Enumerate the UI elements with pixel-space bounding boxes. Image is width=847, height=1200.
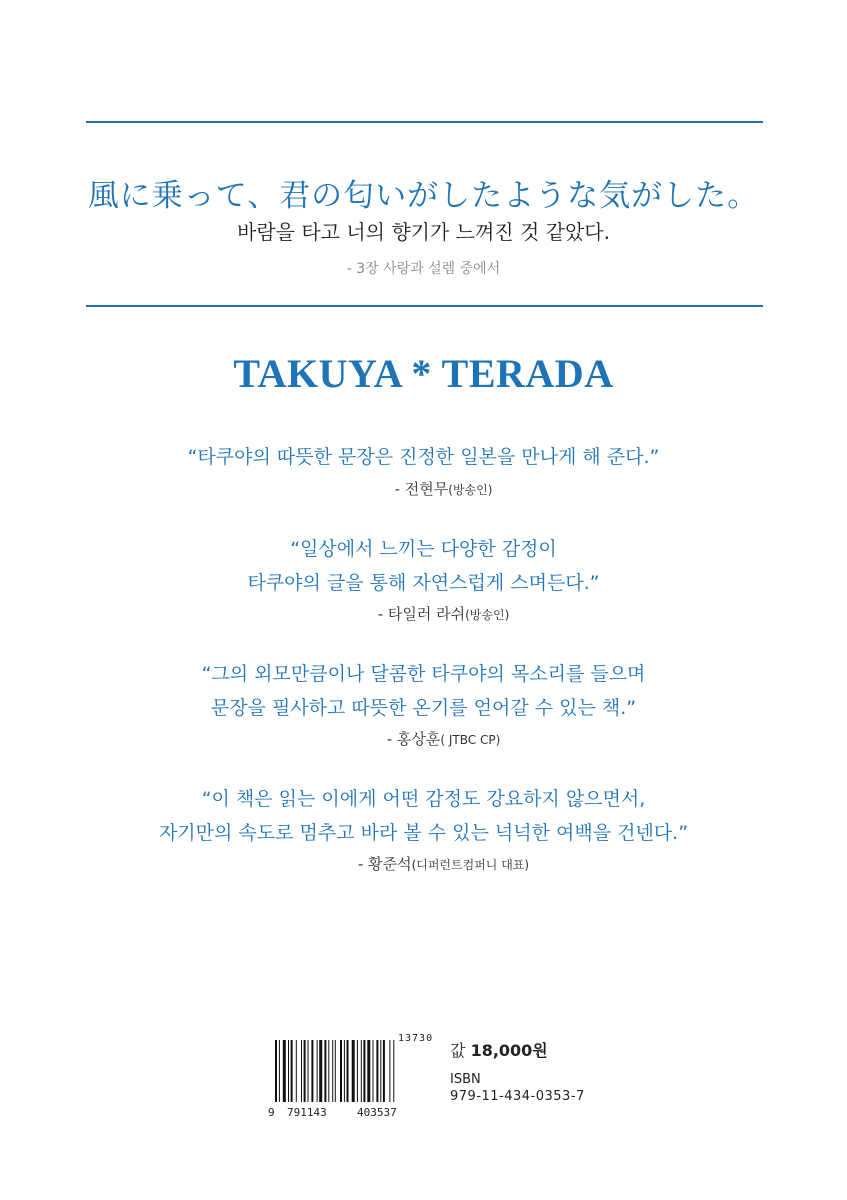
epigraph-source: - 3장 사랑과 설렘 중에서 — [346, 261, 501, 277]
reviewer-name: - 타일러 라쉬 — [377, 605, 466, 623]
review-quote — [0, 657, 847, 725]
barcode-bar — [328, 1040, 329, 1102]
barcode-digits-left: 791143 — [287, 1106, 327, 1119]
review-quote-line: “그의 외모만큼이나 달콤한 타쿠야의 목소리를 들으며 — [201, 663, 646, 685]
review-attribution — [0, 853, 847, 874]
barcode-bar — [352, 1040, 355, 1102]
isbn-number: 979-11-434-0353-7 — [450, 1089, 585, 1104]
barcode-bar — [304, 1040, 306, 1102]
barcode-bar — [296, 1040, 297, 1102]
barcode-bar — [319, 1040, 322, 1102]
barcode-bar — [363, 1040, 365, 1102]
barcode-bar — [340, 1040, 342, 1102]
epigraph-korean: 바람을 타고 너의 향기가 느껴진 것 같았다. — [237, 220, 610, 244]
review-quote-line: “이 책은 읽는 이에게 어떤 감정도 강요하지 않으면서, — [201, 788, 646, 810]
barcode-bar — [332, 1040, 333, 1102]
barcode-bar — [279, 1040, 280, 1102]
review-quote-line: “일상에서 느끼는 다양한 감정이 — [290, 538, 557, 560]
barcode-digit-first: 9 — [268, 1106, 275, 1119]
barcode-addon-number: 13730 — [398, 1033, 434, 1044]
barcode-bar — [380, 1040, 381, 1102]
barcode-bar — [335, 1040, 336, 1102]
review-quote-line: 자기만의 속도로 멈추고 바라 볼 수 있는 넉넉한 여백을 건넨다.” — [158, 822, 689, 844]
barcode-bar — [283, 1040, 286, 1102]
barcode-bar — [344, 1040, 345, 1102]
barcode-bar — [288, 1040, 289, 1102]
review-attribution — [0, 478, 847, 499]
barcode-bar — [347, 1040, 349, 1102]
epigraph-japanese: 風に乗って、君の匂いがしたような気がした。 — [87, 178, 760, 214]
reviewer-name: - 홍상훈 — [386, 730, 441, 748]
review-quote — [0, 440, 847, 474]
barcode-bar — [389, 1040, 390, 1102]
review-attribution — [0, 728, 847, 749]
barcode-bar — [317, 1040, 318, 1102]
top-rule — [86, 121, 763, 123]
barcode-bar — [308, 1040, 309, 1102]
review-quote-line: 타쿠야의 글을 통해 자연스럽게 스며든다.” — [247, 572, 600, 594]
reviewer-name: - 전현무 — [394, 480, 449, 498]
isbn-label: ISBN — [450, 1072, 481, 1087]
barcode-bar — [291, 1040, 293, 1102]
barcode-bar — [324, 1040, 326, 1102]
barcode-bar — [311, 1040, 313, 1102]
reviewer-role: (디퍼런트컴퍼니 대표) — [411, 858, 530, 872]
price-label: 값 — [450, 1041, 466, 1060]
barcode-bar — [393, 1040, 394, 1102]
price — [450, 1038, 548, 1061]
reviewer-role: (방송인) — [465, 608, 510, 622]
review-attribution — [0, 603, 847, 624]
review-quote-line: “타쿠야의 따뜻한 문장은 진정한 일본을 만나게 해 준다.” — [187, 446, 660, 468]
author-name: TAKUYA * TERADA — [233, 351, 614, 396]
barcode-image — [275, 1040, 433, 1102]
review-quote — [0, 532, 847, 600]
barcode-bar — [376, 1040, 378, 1102]
barcode-bar — [301, 1040, 302, 1102]
barcode-bar — [367, 1040, 370, 1102]
barcode-digits-right: 403537 — [357, 1106, 397, 1119]
reviewer-role: (방송인) — [448, 483, 493, 497]
review-quote — [0, 782, 847, 850]
barcode-bar — [275, 1040, 277, 1102]
middle-rule — [86, 305, 763, 307]
price-value: 18,000원 — [470, 1041, 548, 1060]
review-quote-line: 문장을 필사하고 따뜻한 온기를 얻어갈 수 있는 책.” — [210, 697, 637, 719]
barcode-bar — [373, 1040, 374, 1102]
reviewer-role: ( JTBC CP) — [440, 733, 501, 747]
barcode-bar — [357, 1040, 358, 1102]
reviewer-name: - 황준석 — [357, 855, 412, 873]
barcode-bar — [383, 1040, 385, 1102]
barcode-bar — [361, 1040, 362, 1102]
